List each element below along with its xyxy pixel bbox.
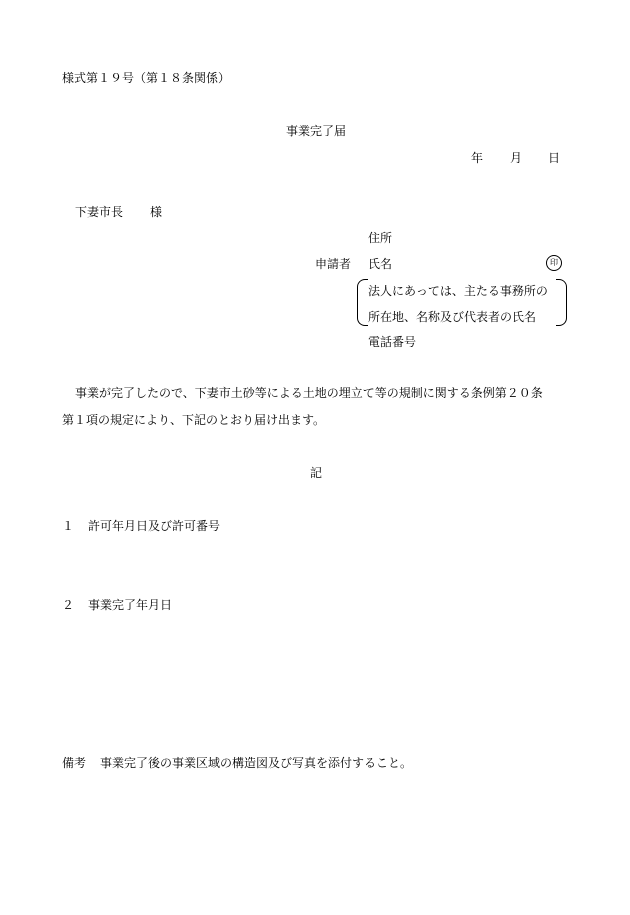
item-1-label: 許可年月日及び許可番号 (88, 519, 221, 533)
item-2-number: ２ (62, 598, 75, 612)
corp-note-right-paren (556, 279, 567, 326)
notes-label: 備考 (62, 756, 87, 770)
date-month: 月 (510, 151, 523, 165)
name-label: 氏名 (368, 257, 393, 271)
form-title: 事業完了届 (286, 124, 347, 138)
seal-mark: 印 (546, 255, 562, 271)
body-line-2: 第１項の規定により、下記のとおり届け出ます。 (62, 413, 326, 427)
corp-note-line-2: 所在地、名称及び代表者の氏名 (368, 310, 537, 324)
item-1-number: １ (62, 519, 75, 533)
corp-note-line-1: 法人にあっては、主たる事務所の (368, 284, 548, 298)
phone-label: 電話番号 (368, 335, 417, 349)
date-day: 日 (548, 151, 561, 165)
notes-text: 事業完了後の事業区域の構造図及び写真を添付すること。 (100, 756, 413, 770)
applicant-label: 申請者 (315, 257, 352, 271)
address-label: 住所 (368, 231, 393, 245)
ki-label: 記 (310, 466, 323, 480)
corp-note-left-paren (357, 279, 368, 326)
addressee: 下妻市長 (75, 205, 124, 219)
body-line-1: 事業が完了したので、下妻市土砂等による土地の埋立て等の規制に関する条例第２０条 (75, 386, 543, 400)
item-2-label: 事業完了年月日 (88, 598, 173, 612)
date-year: 年 (471, 151, 484, 165)
form-number: 様式第１９号（第１８条関係） (62, 71, 231, 85)
honorific: 様 (150, 205, 163, 219)
